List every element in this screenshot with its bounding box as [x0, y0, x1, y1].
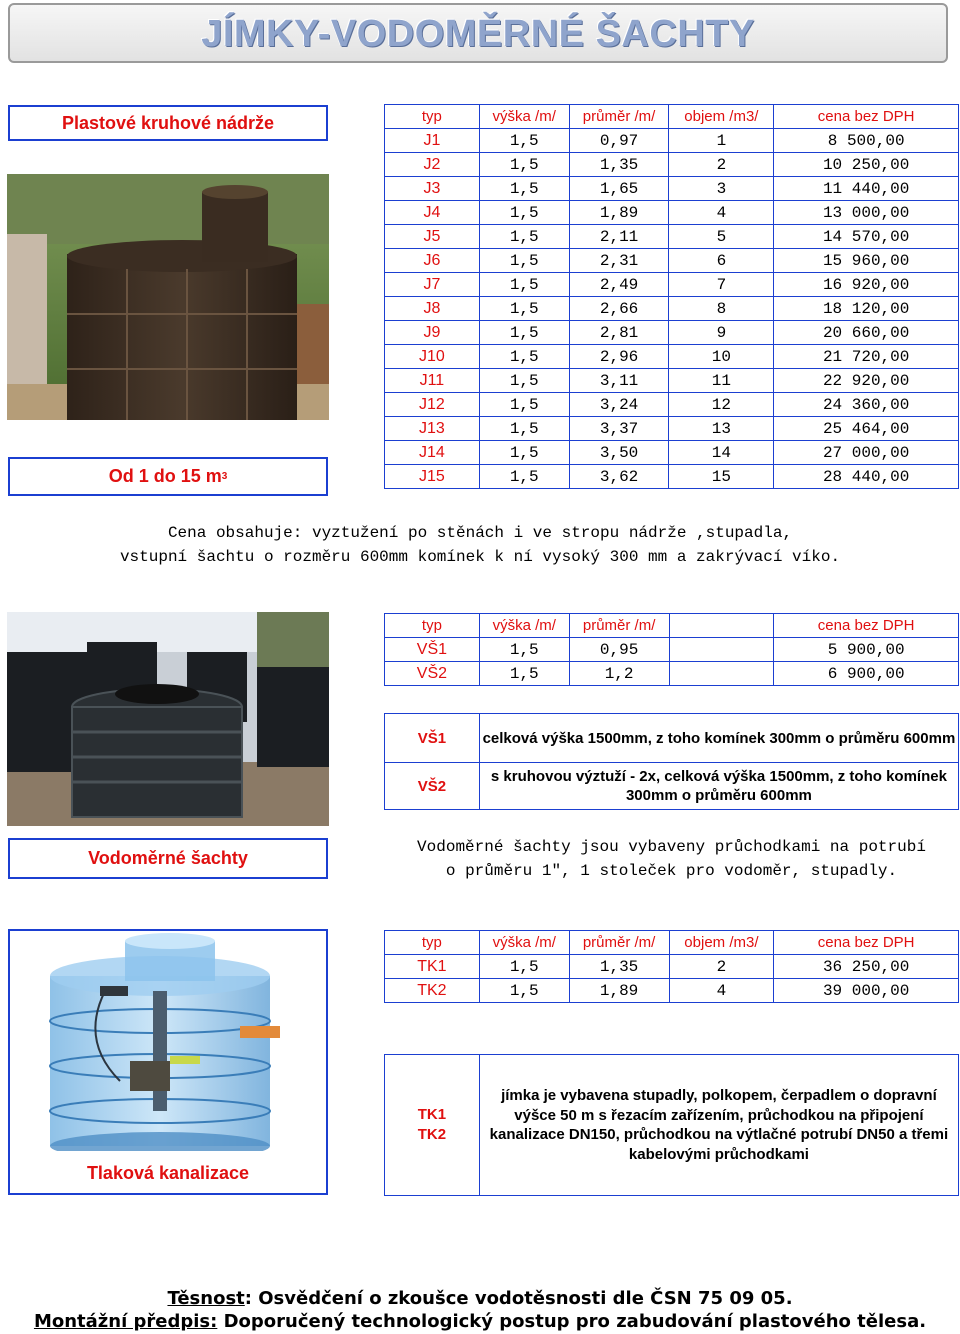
value-cell: 25 464,00	[774, 417, 959, 441]
type-cell: J4	[385, 201, 480, 225]
range-superscript: 3	[221, 471, 228, 482]
value-cell: 13 000,00	[774, 201, 959, 225]
column-header: objem /m3/	[669, 931, 774, 955]
value-cell: 24 360,00	[774, 393, 959, 417]
table-row	[385, 177, 959, 201]
table-row	[385, 153, 959, 177]
value-cell: 28 440,00	[774, 465, 959, 489]
desc-row	[385, 763, 959, 810]
section-label-text: Plastové kruhové nádrže	[61, 112, 275, 133]
meter-shaft-photo	[7, 612, 329, 826]
meter-shaft-description-table	[384, 713, 959, 810]
type-cell: J7	[385, 273, 480, 297]
type-cell: J2	[385, 153, 480, 177]
table-row	[385, 321, 959, 345]
desc-type: VŠ2	[385, 763, 480, 810]
table-row	[385, 465, 959, 489]
type-cell: J12	[385, 393, 480, 417]
table-header-row	[385, 105, 959, 129]
value-cell: 2,49	[569, 273, 669, 297]
meter-note-line-2: o průměru 1", 1 stoleček pro vodoměr, stupadly.	[445, 862, 898, 880]
column-header: cena bez DPH	[774, 614, 959, 638]
column-header: průměr /m/	[569, 931, 669, 955]
footer-tightness	[0, 1287, 960, 1311]
value-cell	[669, 662, 774, 686]
column-header: cena bez DPH	[774, 105, 959, 129]
value-cell: 1,5	[479, 465, 569, 489]
table-header-row	[385, 614, 959, 638]
installation-text: Doporučený technologický postup pro zabudování plastového tělesa.	[217, 1311, 927, 1332]
desc-text: jímka je vybavena stupadly, polkopem, čerpadlem o dopravní výšce 50 m s řezacím zařízením, průchodkou na připojení kanalizace DN150, průchodkou na výtlačné potrubí DN50 a třemi kabelovými průchodkami	[479, 1055, 958, 1196]
tanks-note-line-1: Cena obsahuje: vyztužení po stěnách i ve stropu nádrže ,stupadla,	[167, 524, 793, 542]
value-cell: 11	[669, 369, 774, 393]
value-cell: 1,65	[569, 177, 669, 201]
value-cell: 1,5	[479, 273, 569, 297]
column-header: průměr /m/	[569, 614, 669, 638]
value-cell: 2	[669, 153, 774, 177]
value-cell: 1,5	[479, 321, 569, 345]
desc-text: celková výška 1500mm, z toho komínek 300mm o průměru 600mm	[479, 714, 958, 763]
meter-note-line-1: Vodoměrné šachty jsou vybaveny průchodkami na potrubí	[417, 838, 926, 856]
value-cell: 1,5	[479, 177, 569, 201]
value-cell: 3,37	[569, 417, 669, 441]
value-cell: 2,66	[569, 297, 669, 321]
type-cell: J11	[385, 369, 480, 393]
value-cell: 15 960,00	[774, 249, 959, 273]
value-cell: 1,5	[479, 417, 569, 441]
desc-row	[385, 1055, 959, 1196]
value-cell: 10	[669, 345, 774, 369]
value-cell: 3,11	[569, 369, 669, 393]
value-cell: 1,5	[479, 393, 569, 417]
value-cell: 3,62	[569, 465, 669, 489]
column-header: objem /m3/	[669, 105, 774, 129]
value-cell: 39 000,00	[774, 979, 959, 1003]
pressure-sewer-price-table	[384, 930, 959, 1003]
tightness-text: : Osvědčení o zkoušce vodotěsnosti dle ČSN 75 09 05.	[244, 1288, 793, 1309]
section-range-label	[8, 457, 328, 496]
table-row	[385, 441, 959, 465]
value-cell: 1,5	[479, 201, 569, 225]
meter-shaft-note	[384, 835, 959, 883]
pressure-sewer-panel	[8, 929, 328, 1195]
column-header: výška /m/	[479, 931, 569, 955]
value-cell: 1,5	[479, 369, 569, 393]
column-header: výška /m/	[479, 614, 569, 638]
section-label-text: Vodoměrné šachty	[88, 848, 248, 868]
value-cell: 1,5	[479, 955, 569, 979]
section-label-tanks	[8, 105, 328, 141]
footer-installation	[0, 1310, 960, 1334]
desc-type-tk1: TK1	[417, 1106, 447, 1123]
value-cell: 12	[669, 393, 774, 417]
value-cell: 8 500,00	[774, 129, 959, 153]
value-cell: 5	[669, 225, 774, 249]
value-cell: 1,5	[479, 129, 569, 153]
table-row	[385, 417, 959, 441]
type-cell: J13	[385, 417, 480, 441]
desc-type: VŠ1	[385, 714, 480, 763]
column-header: výška /m/	[479, 105, 569, 129]
value-cell: 7	[669, 273, 774, 297]
range-text: Od 1 do 15 m	[108, 466, 222, 486]
value-cell: 6 900,00	[774, 662, 959, 686]
tightness-link[interactable]: Těsnost	[167, 1288, 245, 1309]
value-cell: 2	[669, 955, 774, 979]
value-cell: 1,35	[569, 153, 669, 177]
value-cell: 1,5	[479, 662, 569, 686]
type-cell: TK1	[385, 955, 480, 979]
table-row	[385, 955, 959, 979]
value-cell: 1,35	[569, 955, 669, 979]
value-cell: 16 920,00	[774, 273, 959, 297]
value-cell: 6	[669, 249, 774, 273]
type-cell: VŠ1	[385, 638, 480, 662]
value-cell	[669, 638, 774, 662]
value-cell: 5 900,00	[774, 638, 959, 662]
value-cell: 0,97	[569, 129, 669, 153]
column-header	[669, 614, 774, 638]
value-cell: 8	[669, 297, 774, 321]
meter-shaft-price-table	[384, 613, 959, 686]
value-cell: 3,24	[569, 393, 669, 417]
tanks-price-note	[0, 521, 960, 569]
value-cell: 27 000,00	[774, 441, 959, 465]
installation-link[interactable]: Montážní předpis:	[33, 1311, 218, 1332]
desc-type-tk2: TK2	[417, 1126, 447, 1143]
value-cell: 1,5	[479, 979, 569, 1003]
table-row	[385, 369, 959, 393]
value-cell: 3	[669, 177, 774, 201]
type-cell: TK2	[385, 979, 480, 1003]
page-title-banner	[8, 3, 948, 63]
type-cell: J14	[385, 441, 480, 465]
value-cell: 18 120,00	[774, 297, 959, 321]
value-cell: 1,5	[479, 441, 569, 465]
desc-row	[385, 714, 959, 763]
table-row	[385, 393, 959, 417]
value-cell: 1,5	[479, 638, 569, 662]
value-cell: 22 920,00	[774, 369, 959, 393]
value-cell: 1,5	[479, 249, 569, 273]
type-cell: J8	[385, 297, 480, 321]
table-row	[385, 638, 959, 662]
value-cell: 1,89	[569, 201, 669, 225]
value-cell: 3,50	[569, 441, 669, 465]
desc-types	[385, 1055, 480, 1196]
value-cell: 1,5	[479, 345, 569, 369]
table-row	[385, 249, 959, 273]
column-header: typ	[385, 614, 480, 638]
value-cell: 1,89	[569, 979, 669, 1003]
column-header: cena bez DPH	[774, 931, 959, 955]
table-row	[385, 662, 959, 686]
value-cell: 14	[669, 441, 774, 465]
value-cell: 1	[669, 129, 774, 153]
column-header: průměr /m/	[569, 105, 669, 129]
value-cell: 13	[669, 417, 774, 441]
table-row	[385, 225, 959, 249]
value-cell: 2,81	[569, 321, 669, 345]
table-row	[385, 979, 959, 1003]
pump-tank-illustration	[10, 931, 326, 1151]
desc-text: s kruhovou výztuží - 2x, celková výška 1500mm, z toho komínek 300mm o průměru 600mm	[479, 763, 958, 810]
value-cell: 1,5	[479, 153, 569, 177]
value-cell: 15	[669, 465, 774, 489]
value-cell: 0,95	[569, 638, 669, 662]
value-cell: 4	[669, 201, 774, 225]
value-cell: 1,5	[479, 297, 569, 321]
value-cell: 36 250,00	[774, 955, 959, 979]
value-cell: 11 440,00	[774, 177, 959, 201]
value-cell: 1,2	[569, 662, 669, 686]
table-row	[385, 273, 959, 297]
type-cell: J10	[385, 345, 480, 369]
type-cell: VŠ2	[385, 662, 480, 686]
type-cell: J15	[385, 465, 480, 489]
type-cell: J5	[385, 225, 480, 249]
table-row	[385, 345, 959, 369]
value-cell: 20 660,00	[774, 321, 959, 345]
table-row	[385, 129, 959, 153]
value-cell: 10 250,00	[774, 153, 959, 177]
table-row	[385, 201, 959, 225]
section-label-pressure-sewer: Tlaková kanalizace	[86, 1163, 250, 1183]
tanks-note-line-2: vstupní šachtu o rozměru 600mm komínek k ní vysoký 300 mm a zakrývací víko.	[119, 548, 841, 566]
tank-price-table	[384, 104, 959, 489]
value-cell: 21 720,00	[774, 345, 959, 369]
pressure-sewer-description-table	[384, 1054, 959, 1196]
type-cell: J6	[385, 249, 480, 273]
column-header: typ	[385, 931, 480, 955]
value-cell: 14 570,00	[774, 225, 959, 249]
tank-photo	[7, 174, 329, 420]
value-cell: 2,11	[569, 225, 669, 249]
value-cell: 2,31	[569, 249, 669, 273]
table-header-row	[385, 931, 959, 955]
value-cell: 4	[669, 979, 774, 1003]
value-cell: 9	[669, 321, 774, 345]
page-title: JÍMKY-VODOMĚRNÉ ŠACHTY	[201, 13, 755, 55]
value-cell: 1,5	[479, 225, 569, 249]
type-cell: J9	[385, 321, 480, 345]
value-cell: 2,96	[569, 345, 669, 369]
column-header: typ	[385, 105, 480, 129]
table-row	[385, 297, 959, 321]
type-cell: J1	[385, 129, 480, 153]
type-cell: J3	[385, 177, 480, 201]
section-label-meter-shafts	[8, 838, 328, 879]
